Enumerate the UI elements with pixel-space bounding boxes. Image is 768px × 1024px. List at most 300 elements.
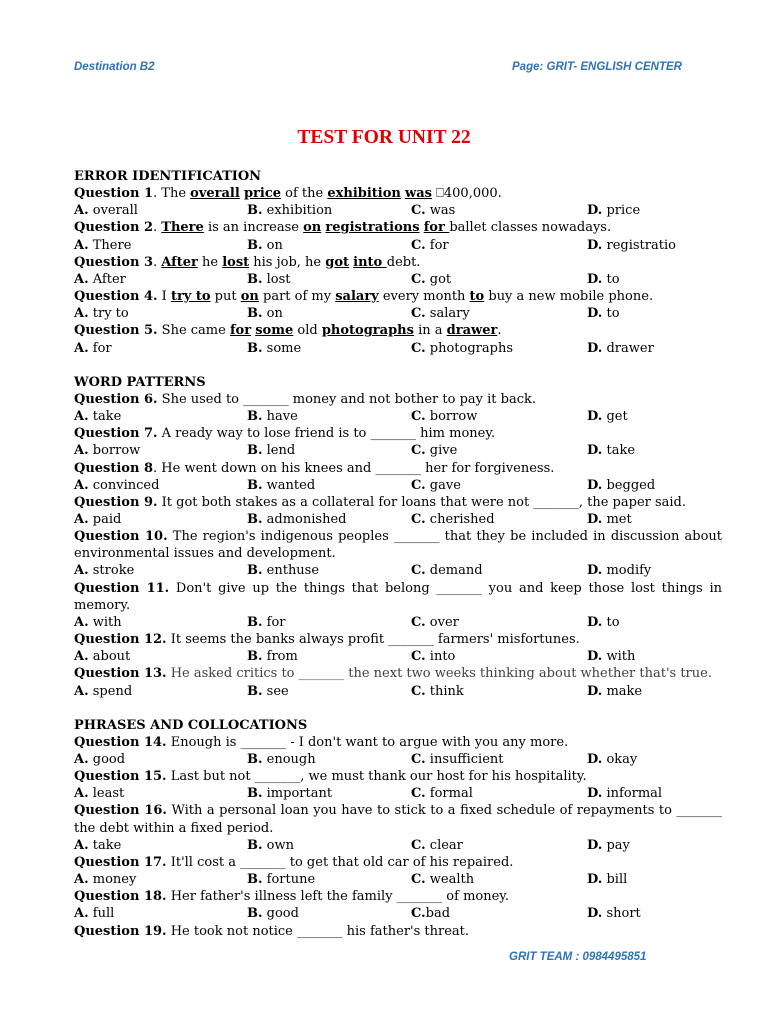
option-key: C.: [411, 203, 426, 219]
answer-options: [74, 751, 722, 768]
option-key: D.: [587, 752, 603, 767]
answer-option: [74, 751, 247, 768]
answer-option: [587, 511, 722, 528]
option-key: A.: [74, 511, 89, 527]
question-label: Question 4.: [74, 289, 158, 305]
question-fragment: . The: [153, 186, 191, 202]
answer-options: [74, 683, 722, 700]
option-value: on: [262, 237, 283, 253]
option-key: C.: [411, 409, 426, 425]
option-value: least: [88, 786, 125, 802]
option-value: see: [262, 683, 289, 699]
option-value: try to: [88, 306, 129, 322]
option-value: to: [602, 614, 620, 630]
question-text: [74, 631, 722, 648]
option-value: short: [602, 906, 641, 922]
answer-option: [247, 408, 411, 425]
answer-option: [587, 683, 722, 700]
underlined-word: overall: [190, 186, 240, 202]
answer-option: [587, 408, 722, 425]
option-key: C.: [411, 237, 426, 253]
option-value: to: [602, 271, 620, 287]
option-value: wealth: [425, 872, 475, 888]
underlined-word: some: [255, 323, 294, 339]
answer-option: [74, 871, 247, 888]
option-key: B.: [247, 477, 263, 493]
option-key: A.: [74, 752, 89, 767]
option-key: C.: [411, 872, 426, 888]
question-fragment: every month: [378, 289, 470, 305]
option-key: D.: [587, 872, 603, 888]
option-key: D.: [587, 271, 603, 287]
question-fragment: of the: [281, 186, 328, 202]
option-value: registratio: [602, 237, 676, 253]
question-label: Question 1: [74, 186, 154, 202]
option-value: informal: [602, 786, 663, 802]
answer-option: [74, 477, 247, 494]
question-label: Question 8: [74, 460, 154, 476]
answer-options: [74, 648, 722, 665]
option-value: lend: [262, 443, 296, 459]
option-value: got: [425, 271, 452, 287]
answer-option: [411, 683, 587, 700]
option-key: A.: [74, 786, 89, 802]
option-key: A.: [74, 340, 89, 356]
option-key: D.: [587, 511, 603, 527]
option-value: think: [425, 683, 464, 699]
question-fragment: Enough is _______ - I don't want to argue with you any more.: [166, 734, 569, 750]
question-fragment: The region's indigenous peoples _______ that they be included in discussion about environmental issues and development.: [74, 529, 722, 562]
question-label: Question 17.: [74, 854, 167, 870]
option-value: exhibition: [262, 203, 333, 219]
option-value: make: [602, 683, 643, 699]
question-text: [74, 494, 722, 511]
option-key: B.: [247, 752, 263, 767]
option-key: D.: [587, 786, 603, 802]
answer-options: [74, 408, 722, 425]
answer-option: [247, 648, 411, 665]
answer-option: [587, 477, 722, 494]
answer-option: [587, 271, 722, 288]
option-key: C.: [411, 443, 426, 459]
answer-option: [587, 837, 722, 854]
answer-options: [74, 511, 722, 528]
option-key: D.: [587, 906, 603, 922]
option-value: After: [88, 271, 126, 287]
underlined-word: drawer: [446, 323, 498, 339]
answer-option: [247, 237, 411, 254]
option-value: with: [88, 614, 122, 630]
option-key: D.: [587, 409, 603, 425]
option-value: gave: [425, 477, 461, 493]
answer-option: [74, 905, 247, 922]
answer-options: [74, 340, 722, 357]
answer-options: [74, 905, 722, 922]
answer-options: [74, 305, 722, 322]
option-value: There: [88, 237, 132, 253]
answer-option: [587, 202, 722, 219]
answer-option: [247, 562, 411, 579]
option-value: clear: [425, 837, 463, 853]
option-value: bad: [425, 906, 451, 922]
underlined-word: exhibition: [327, 186, 401, 202]
answer-option: [411, 871, 587, 888]
question-fragment: put: [210, 289, 241, 305]
option-key: A.: [74, 683, 89, 699]
question-fragment: I: [157, 289, 171, 305]
option-key: D.: [587, 443, 603, 459]
option-value: paid: [88, 511, 122, 527]
option-value: on: [262, 306, 283, 322]
answer-option: [587, 562, 722, 579]
underlined-word: for: [423, 220, 450, 236]
question-text: [74, 254, 722, 271]
option-value: give: [425, 443, 458, 459]
underlined-word: was: [405, 186, 432, 202]
question-label: Question 7.: [74, 426, 158, 442]
answer-option: [411, 905, 587, 922]
option-value: cherished: [425, 511, 495, 527]
option-value: from: [262, 649, 298, 665]
answer-option: [411, 305, 587, 322]
option-value: money: [88, 872, 137, 888]
option-value: convinced: [88, 477, 160, 493]
question-label: Question 10.: [74, 529, 168, 545]
option-key: A.: [74, 614, 89, 630]
option-key: C.: [411, 786, 426, 802]
option-key: B.: [247, 340, 263, 356]
option-key: D.: [587, 649, 603, 665]
option-key: D.: [587, 306, 603, 322]
option-key: B.: [247, 837, 263, 853]
answer-option: [411, 442, 587, 459]
option-key: B.: [247, 306, 263, 322]
question-label: Question 13.: [74, 666, 167, 682]
option-key: A.: [74, 906, 89, 922]
answer-option: [247, 905, 411, 922]
question-text: [74, 665, 722, 682]
footer-contact: GRIT TEAM : 0984495851: [509, 951, 647, 963]
answer-option: [74, 614, 247, 631]
option-value: spend: [88, 683, 133, 699]
option-key: A.: [74, 837, 89, 853]
answer-option: [247, 785, 411, 802]
answer-option: [587, 648, 722, 665]
answer-option: [74, 683, 247, 700]
option-key: A.: [74, 649, 89, 665]
underlined-word: to: [469, 289, 485, 305]
question-fragment: old: [293, 323, 322, 339]
answer-option: [247, 202, 411, 219]
answer-option: [247, 477, 411, 494]
question-label: Question 15.: [74, 769, 167, 785]
answer-option: [247, 340, 411, 357]
answer-option: [74, 648, 247, 665]
option-value: good: [262, 906, 299, 922]
question-fragment: Her father's illness left the family _______ of money.: [166, 889, 510, 905]
question-text: [74, 391, 722, 408]
option-key: A.: [74, 409, 89, 425]
answer-option: [411, 511, 587, 528]
answer-options: [74, 477, 722, 494]
option-value: take: [602, 443, 636, 459]
answer-option: [587, 237, 722, 254]
option-value: into: [425, 649, 456, 665]
option-value: for: [88, 340, 112, 356]
option-key: B.: [247, 683, 263, 699]
question-fragment: in a: [413, 323, 447, 339]
option-key: B.: [247, 237, 263, 253]
option-value: over: [425, 614, 459, 630]
answer-option: [247, 683, 411, 700]
answer-option: [411, 562, 587, 579]
underlined-word: on: [303, 220, 322, 236]
header-left: Destination B2: [74, 61, 155, 73]
answer-option: [74, 340, 247, 357]
answer-option: [247, 511, 411, 528]
answer-option: [411, 408, 587, 425]
question-text: [74, 460, 722, 477]
question-label: Question 9.: [74, 494, 158, 510]
question-label: Question 19.: [74, 923, 167, 939]
option-value: stroke: [88, 563, 135, 579]
option-value: for: [262, 614, 286, 630]
header-right: Page: GRIT- ENGLISH CENTER: [512, 61, 682, 73]
answer-option: [587, 305, 722, 322]
option-value: fortune: [262, 872, 316, 888]
question-text: [74, 734, 722, 751]
option-value: some: [262, 340, 302, 356]
option-key: C.: [411, 477, 426, 493]
option-value: about: [88, 649, 131, 665]
option-key: D.: [587, 477, 603, 493]
question-fragment: He asked critics to _______ the next two weeks thinking about whether that's true.: [166, 666, 712, 682]
question-text: [74, 802, 722, 836]
option-key: B.: [247, 563, 263, 579]
question-text: [74, 768, 722, 785]
question-label: Question 5.: [74, 323, 158, 339]
option-key: B.: [247, 511, 263, 527]
answer-option: [411, 237, 587, 254]
underlined-word: After: [161, 254, 198, 270]
answer-option: [411, 648, 587, 665]
option-key: B.: [247, 786, 263, 802]
question-text: [74, 425, 722, 442]
answer-option: [247, 614, 411, 631]
answer-option: [247, 871, 411, 888]
test-content: [74, 168, 722, 940]
option-key: A.: [74, 306, 89, 322]
option-key: A.: [74, 563, 89, 579]
question-text: [74, 185, 722, 202]
question-label: Question 18.: [74, 889, 167, 905]
section-heading: WORD PATTERNS: [74, 374, 206, 390]
option-key: B.: [247, 649, 263, 665]
underlined-word: into: [353, 254, 387, 270]
answer-option: [411, 614, 587, 631]
question-fragment: .: [153, 220, 162, 236]
option-key: A.: [74, 237, 89, 253]
option-value: demand: [425, 563, 483, 579]
option-key: D.: [587, 340, 603, 356]
option-value: admonished: [262, 511, 347, 527]
answer-option: [587, 751, 722, 768]
answer-option: [587, 442, 722, 459]
option-value: lost: [262, 271, 291, 287]
question-text: [74, 888, 722, 905]
answer-option: [74, 511, 247, 528]
answer-option: [247, 271, 411, 288]
option-value: modify: [602, 563, 652, 579]
question-fragment: .: [153, 254, 162, 270]
answer-options: [74, 202, 722, 219]
option-key: D.: [587, 683, 603, 699]
question-label: Question 2: [74, 220, 154, 236]
answer-options: [74, 562, 722, 579]
option-key: C.: [411, 271, 426, 287]
option-key: B.: [247, 409, 263, 425]
option-key: D.: [587, 563, 603, 579]
option-key: A.: [74, 203, 89, 219]
option-key: C.: [411, 649, 426, 665]
option-value: begged: [602, 477, 656, 493]
option-key: D.: [587, 237, 603, 253]
section-spacer: [74, 357, 722, 374]
question-fragment: She used to _______ money and not bother to pay it back.: [157, 391, 536, 407]
option-value: enough: [262, 752, 316, 767]
question-label: Question 12.: [74, 632, 167, 648]
answer-option: [411, 477, 587, 494]
answer-option: [587, 614, 722, 631]
answer-option: [74, 237, 247, 254]
question-fragment: . He went down on his knees and _______ her for forgiveness.: [153, 460, 555, 476]
question-label: Question 16.: [74, 803, 167, 819]
question-text: [74, 580, 722, 614]
answer-option: [74, 202, 247, 219]
answer-option: [74, 271, 247, 288]
answer-option: [74, 408, 247, 425]
option-value: price: [602, 203, 641, 219]
page-title: TEST FOR UNIT 22: [297, 127, 471, 148]
option-key: C.: [411, 614, 426, 630]
option-key: C.: [411, 563, 426, 579]
option-key: C.: [411, 511, 426, 527]
option-value: insufficient: [425, 752, 504, 767]
question-fragment: ⎕400,000.: [431, 186, 502, 202]
answer-options: [74, 871, 722, 888]
option-value: pay: [602, 837, 630, 853]
answer-option: [247, 751, 411, 768]
answer-option: [587, 785, 722, 802]
question-fragment: is an increase: [203, 220, 304, 236]
answer-option: [74, 837, 247, 854]
option-value: enthuse: [262, 563, 320, 579]
answer-option: [411, 837, 587, 854]
option-value: photographs: [425, 340, 514, 356]
option-key: B.: [247, 906, 263, 922]
answer-option: [411, 340, 587, 357]
option-key: A.: [74, 477, 89, 493]
option-key: C.: [411, 683, 426, 699]
answer-option: [411, 785, 587, 802]
underlined-word: lost: [222, 254, 250, 270]
question-fragment: It'll cost a _______ to get that old car of his repaired.: [166, 854, 514, 870]
answer-option: [247, 305, 411, 322]
question-fragment: buy a new mobile phone.: [484, 289, 654, 305]
answer-options: [74, 614, 722, 631]
answer-options: [74, 785, 722, 802]
question-label: Question 3: [74, 254, 154, 270]
question-fragment: part of my: [258, 289, 336, 305]
question-text: [74, 219, 722, 236]
question-fragment: With a personal loan you have to stick to a fixed schedule of repayments to _______ the debt within a fixed period.: [74, 803, 722, 836]
question-fragment: She came: [157, 323, 230, 339]
option-key: B.: [247, 203, 263, 219]
question-fragment: debt.: [386, 254, 421, 270]
question-fragment: .: [497, 323, 502, 339]
option-value: take: [88, 409, 122, 425]
question-fragment: It got both stakes as a collateral for loans that were not _______, the paper said.: [157, 494, 687, 510]
option-key: B.: [247, 443, 263, 459]
question-label: Question 11.: [74, 580, 170, 596]
option-key: C.: [411, 340, 426, 356]
option-key: B.: [247, 872, 263, 888]
underlined-word: got: [325, 254, 350, 270]
question-fragment: It seems the banks always profit _______ farmers' misfortunes.: [166, 632, 580, 648]
question-fragment: ballet classes nowadays.: [449, 220, 612, 236]
section-heading: ERROR IDENTIFICATION: [74, 169, 262, 184]
question-text: [74, 854, 722, 871]
section-spacer: [74, 700, 722, 717]
option-value: good: [88, 752, 126, 767]
answer-option: [587, 905, 722, 922]
option-key: A.: [74, 872, 89, 888]
option-key: B.: [247, 614, 263, 630]
answer-option: [74, 442, 247, 459]
question-fragment: Don't give up the things that belong _______ you and keep those lost things in memory.: [74, 580, 722, 613]
option-key: C.: [411, 906, 426, 922]
option-value: take: [88, 837, 122, 853]
question-label: Question 14.: [74, 734, 167, 750]
option-value: formal: [425, 786, 473, 802]
option-value: wanted: [262, 477, 316, 493]
option-value: okay: [602, 752, 638, 767]
underlined-word: photographs: [321, 323, 414, 339]
option-key: C.: [411, 837, 426, 853]
option-value: have: [262, 409, 298, 425]
option-key: D.: [587, 614, 603, 630]
option-value: important: [262, 786, 333, 802]
question-text: [74, 288, 722, 305]
option-value: borrow: [425, 409, 478, 425]
answer-option: [587, 340, 722, 357]
option-value: salary: [425, 306, 470, 322]
answer-option: [411, 751, 587, 768]
underlined-word: salary: [335, 289, 379, 305]
answer-option: [74, 562, 247, 579]
question-fragment: his job, he: [249, 254, 326, 270]
answer-options: [74, 837, 722, 854]
option-value: borrow: [88, 443, 141, 459]
option-value: full: [88, 906, 115, 922]
option-value: for: [425, 237, 449, 253]
answer-options: [74, 271, 722, 288]
option-value: drawer: [602, 340, 654, 356]
section-heading: PHRASES AND COLLOCATIONS: [74, 717, 308, 733]
underlined-word: registrations: [325, 220, 420, 236]
question-fragment: he: [197, 254, 223, 270]
option-value: with: [602, 649, 636, 665]
